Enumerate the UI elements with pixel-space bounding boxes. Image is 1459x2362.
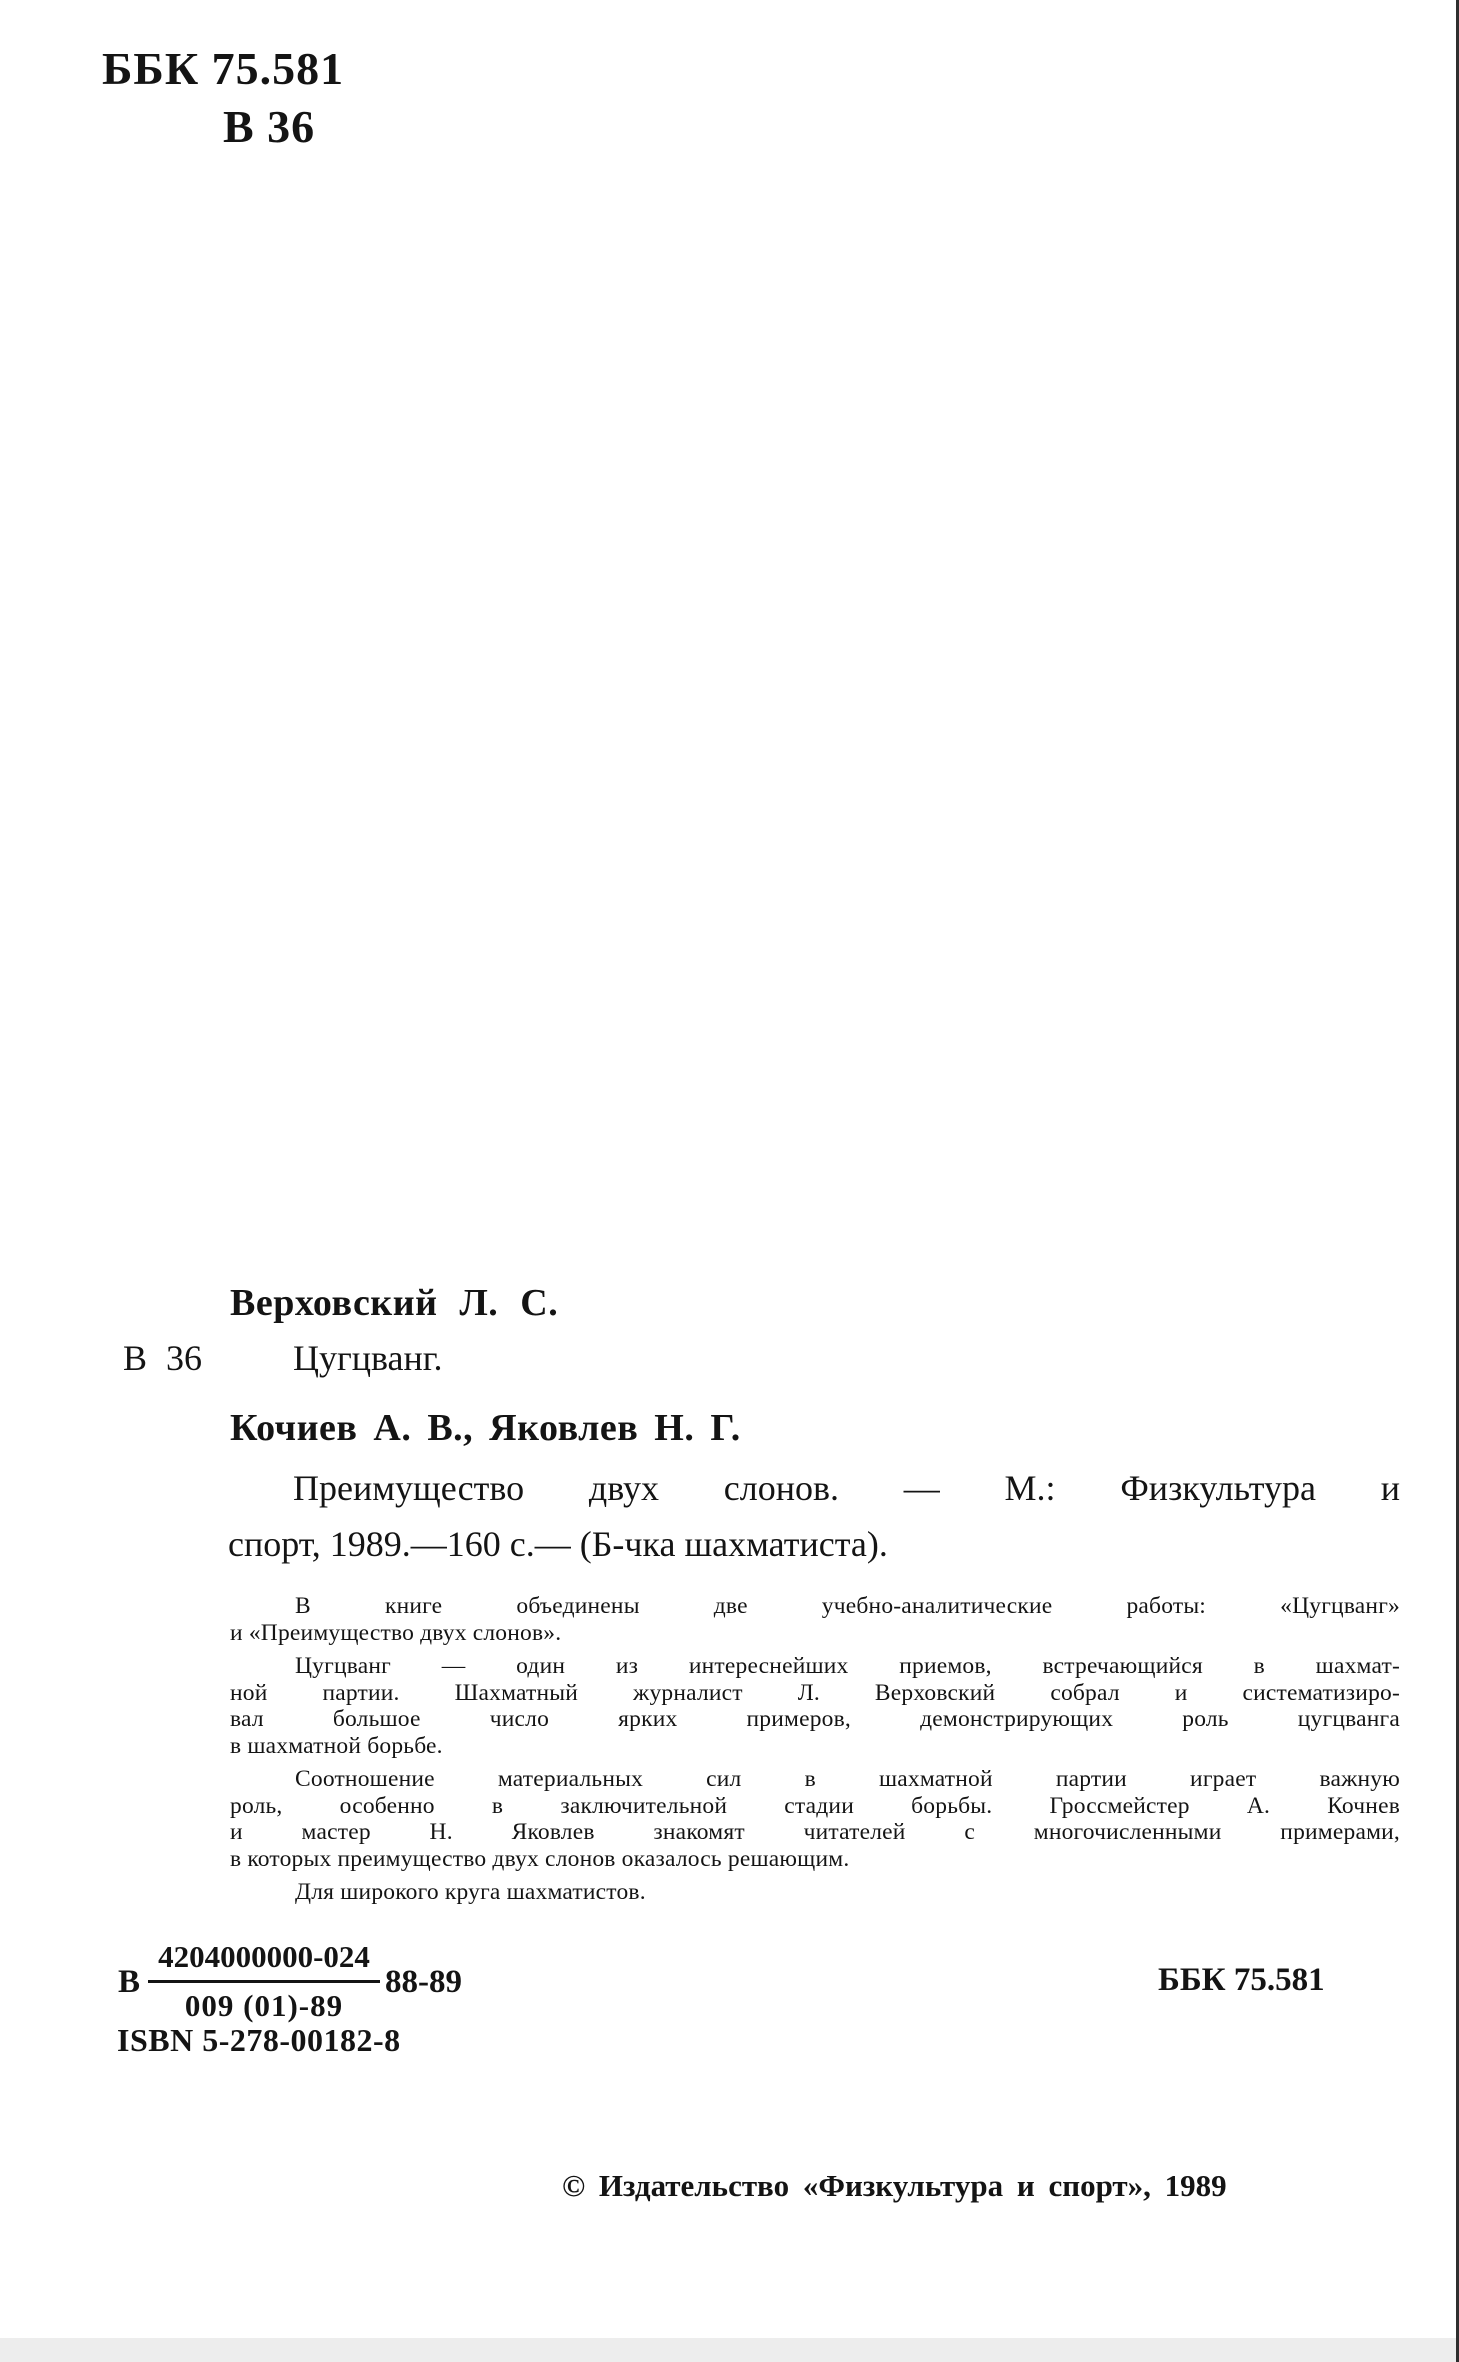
bib-author-verkhovsky: Верховский Л. С. — [230, 1282, 559, 1324]
annotation-line: в шахматной борьбе. — [230, 1732, 443, 1759]
annotation-line: роль, особенно в заключительной стадии борьбы. Гроссмейстер А. Кочнев — [230, 1792, 1400, 1819]
annotation-block — [230, 1593, 1400, 1906]
bbk-code-bottom: ББК 75.581 — [1158, 1962, 1325, 1998]
annotation-line: ной партии. Шахматный журналист Л. Верховский собрал и систематизиро- — [230, 1679, 1400, 1706]
bbk-code-top: ББК 75.581 — [102, 43, 345, 94]
bib-sigla-v36: В 36 — [123, 1338, 203, 1378]
catalog-prefix: В — [118, 1964, 141, 2000]
author-sigla-top: В 36 — [223, 101, 316, 152]
catalog-numerator: 4204000000-024 — [148, 1936, 380, 1983]
annotation-line: Соотношение материальных сил в шахматной партии играет важную — [295, 1766, 1400, 1792]
bib-title-zugzwang: Цугцванг. — [293, 1338, 443, 1378]
catalog-denominator: 009 (01)-89 — [184, 1988, 344, 2023]
annotation-line: и «Преимущество двух слонов». — [230, 1619, 562, 1646]
annotation-line: в которых преимущество двух слонов оказалось решающим. — [230, 1845, 850, 1872]
bib-authors-kochiev-yakovlev: Кочиев А. В., Яковлев Н. Г. — [230, 1407, 741, 1449]
catalog-suffix: 88-89 — [385, 1964, 462, 2000]
annotation-line: В книге объединены две учебно-аналитические работы: «Цугцванг» — [295, 1593, 1400, 1619]
annotation-line: вал большое число ярких примеров, демонстрирующих роль цугцванга — [230, 1706, 1400, 1732]
annotation-line: Для широкого круга шахматистов. — [295, 1879, 646, 1905]
copyright-line: © Издательство «Физкультура и спорт», 1989 — [562, 2168, 1227, 2203]
catalog-fraction — [148, 1936, 380, 2027]
bib-description-line: спорт, 1989.—160 с.— (Б-чка шахматиста). — [228, 1524, 888, 1564]
annotation-line: и мастер Н. Яковлев знакомят читателей с многочисленными примерами, — [230, 1819, 1400, 1845]
bib-description — [228, 1460, 1400, 1572]
scan-bottom-band — [0, 2338, 1459, 2362]
bib-description-line: Преимущество двух слонов. — М.: Физкультура и — [293, 1468, 1400, 1508]
annotation-line: Цугцванг — один из интереснейших приемов, встречающийся в шахмат- — [295, 1653, 1400, 1679]
isbn-number: ISBN 5-278-00182-8 — [117, 2022, 401, 2058]
